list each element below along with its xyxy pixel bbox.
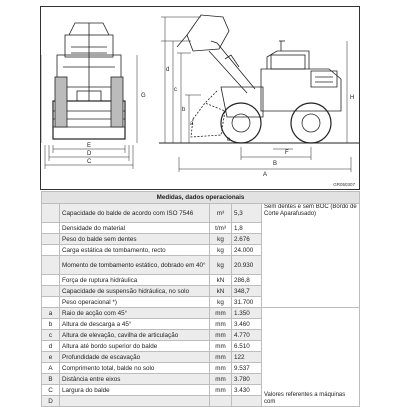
- loader-dimension-figure: [40, 6, 360, 190]
- front-view-drawing: [53, 23, 125, 139]
- table-cell-sym: e: [42, 352, 60, 363]
- table-cell-unit: mm: [210, 363, 232, 374]
- table-cell-unit: mm: [210, 374, 232, 385]
- dim-label-H: H: [350, 95, 355, 101]
- table-cell-param: Peso operacional *): [60, 297, 210, 308]
- table-cell-value: 3.430: [232, 385, 262, 396]
- loader-drawings: [41, 7, 360, 190]
- table-cell-param: Distância entre eixos: [60, 374, 210, 385]
- table-cell-value: 4.770: [232, 330, 262, 341]
- table-cell-unit: mm: [210, 341, 232, 352]
- table-cell-unit: mm: [210, 319, 232, 330]
- table-cell-param: [60, 396, 210, 407]
- table-cell-value: 6.510: [232, 341, 262, 352]
- table-cell-unit: kg: [210, 245, 232, 256]
- table-cell-param: Altura até bordo superior do balde: [60, 341, 210, 352]
- table-cell-param: Momento de tombamento estático, dobrado em 40°: [60, 256, 210, 275]
- table-cell-param: Altura de elevação, cavilha de articulação: [60, 330, 210, 341]
- table-cell-sym: [42, 234, 60, 245]
- table-cell-unit: m³: [210, 204, 232, 223]
- table-cell-value: 1,8: [232, 223, 262, 234]
- table-cell-sym: a: [42, 308, 60, 319]
- table-cell-value: 3.460: [232, 319, 262, 330]
- table-cell-unit: kN: [210, 286, 232, 297]
- table-cell-unit: mm: [210, 330, 232, 341]
- table-cell-sym: B: [42, 374, 60, 385]
- table-cell-param: Profundidade de escavação: [60, 352, 210, 363]
- table-cell-value: 286,8: [232, 275, 262, 286]
- table-row: [42, 204, 360, 223]
- table-cell-unit: kN: [210, 275, 232, 286]
- table-cell-sym: [42, 297, 60, 308]
- table-cell-value: 3.780: [232, 374, 262, 385]
- specifications-table: [41, 191, 360, 407]
- table-cell-unit: mm: [210, 352, 232, 363]
- dim-label-D: D: [87, 151, 92, 157]
- table-cell-sym: b: [42, 319, 60, 330]
- table-cell-sym: C: [42, 385, 60, 396]
- dim-label-F: F: [285, 150, 289, 156]
- table-cell-param: Capacidade de suspensão hidráulica, no solo: [60, 286, 210, 297]
- table-cell-value: 2.676: [232, 234, 262, 245]
- dim-label-b: b: [182, 107, 186, 113]
- dim-label-B: B: [273, 161, 278, 167]
- table-cell-unit: kg: [210, 256, 232, 275]
- table-cell-value: 24.000: [232, 245, 262, 256]
- dim-label-A: A: [263, 172, 268, 178]
- table-row: [42, 308, 360, 319]
- table-cell-sym: [42, 245, 60, 256]
- dim-label-c: c: [174, 87, 177, 93]
- table-cell-value: 1.350: [232, 308, 262, 319]
- note-bottom: Valores referentes a máquinas com: [262, 308, 360, 407]
- table-cell-value: 31.700: [232, 297, 262, 308]
- dim-label-E: E: [87, 143, 92, 149]
- figure-code: GR050307: [333, 182, 355, 187]
- table-cell-sym: c: [42, 330, 60, 341]
- dim-label-d: d: [166, 67, 170, 73]
- table-cell-unit: kg: [210, 234, 232, 245]
- table-cell-sym: [42, 275, 60, 286]
- table-cell-param: Largura do balde: [60, 385, 210, 396]
- table-cell-sym: [42, 286, 60, 297]
- table-cell-param: Peso do balde sem dentes: [60, 234, 210, 245]
- table-cell-sym: A: [42, 363, 60, 374]
- table-cell-sym: [42, 204, 60, 223]
- table-cell-sym: D: [42, 396, 60, 407]
- table-cell-value: 348,7: [232, 286, 262, 297]
- table-cell-param: Densidade do material: [60, 223, 210, 234]
- table-cell-unit: kg: [210, 297, 232, 308]
- table-title: Medidas, dados operacionais: [42, 192, 360, 204]
- dim-label-C: C: [87, 159, 92, 165]
- table-cell-unit: [210, 396, 232, 407]
- table-cell-sym: [42, 256, 60, 275]
- table-cell-param: Carga estática de tombamento, recto: [60, 245, 210, 256]
- table-cell-param: Força de ruptura hidráulica: [60, 275, 210, 286]
- table-cell-value: 20.930: [232, 256, 262, 275]
- table-body: [42, 204, 360, 407]
- side-view-drawing: [159, 15, 359, 172]
- table-cell-unit: mm: [210, 385, 232, 396]
- table-cell-param: Capacidade do balde de acordo com ISO 7546: [60, 204, 210, 223]
- table-cell-value: 5,3: [232, 204, 262, 223]
- table-cell-value: 9.537: [232, 363, 262, 374]
- table-cell-value: [232, 396, 262, 407]
- dim-label-e: e: [227, 137, 231, 143]
- table-cell-unit: t/m³: [210, 223, 232, 234]
- table-cell-param: Comprimento total, balde no solo: [60, 363, 210, 374]
- table-cell-param: Raio de acção com 45°: [60, 308, 210, 319]
- table-cell-sym: d: [42, 341, 60, 352]
- table-cell-param: Altura de descarga a 45°: [60, 319, 210, 330]
- dim-label-a: a: [190, 121, 194, 127]
- dim-label-G: G: [141, 93, 146, 99]
- table-cell-unit: mm: [210, 308, 232, 319]
- table-cell-value: 122: [232, 352, 262, 363]
- note-top: Sem dentes e sem BOC (Bordo de Corte Aparafusado): [262, 204, 360, 308]
- table-cell-sym: [42, 223, 60, 234]
